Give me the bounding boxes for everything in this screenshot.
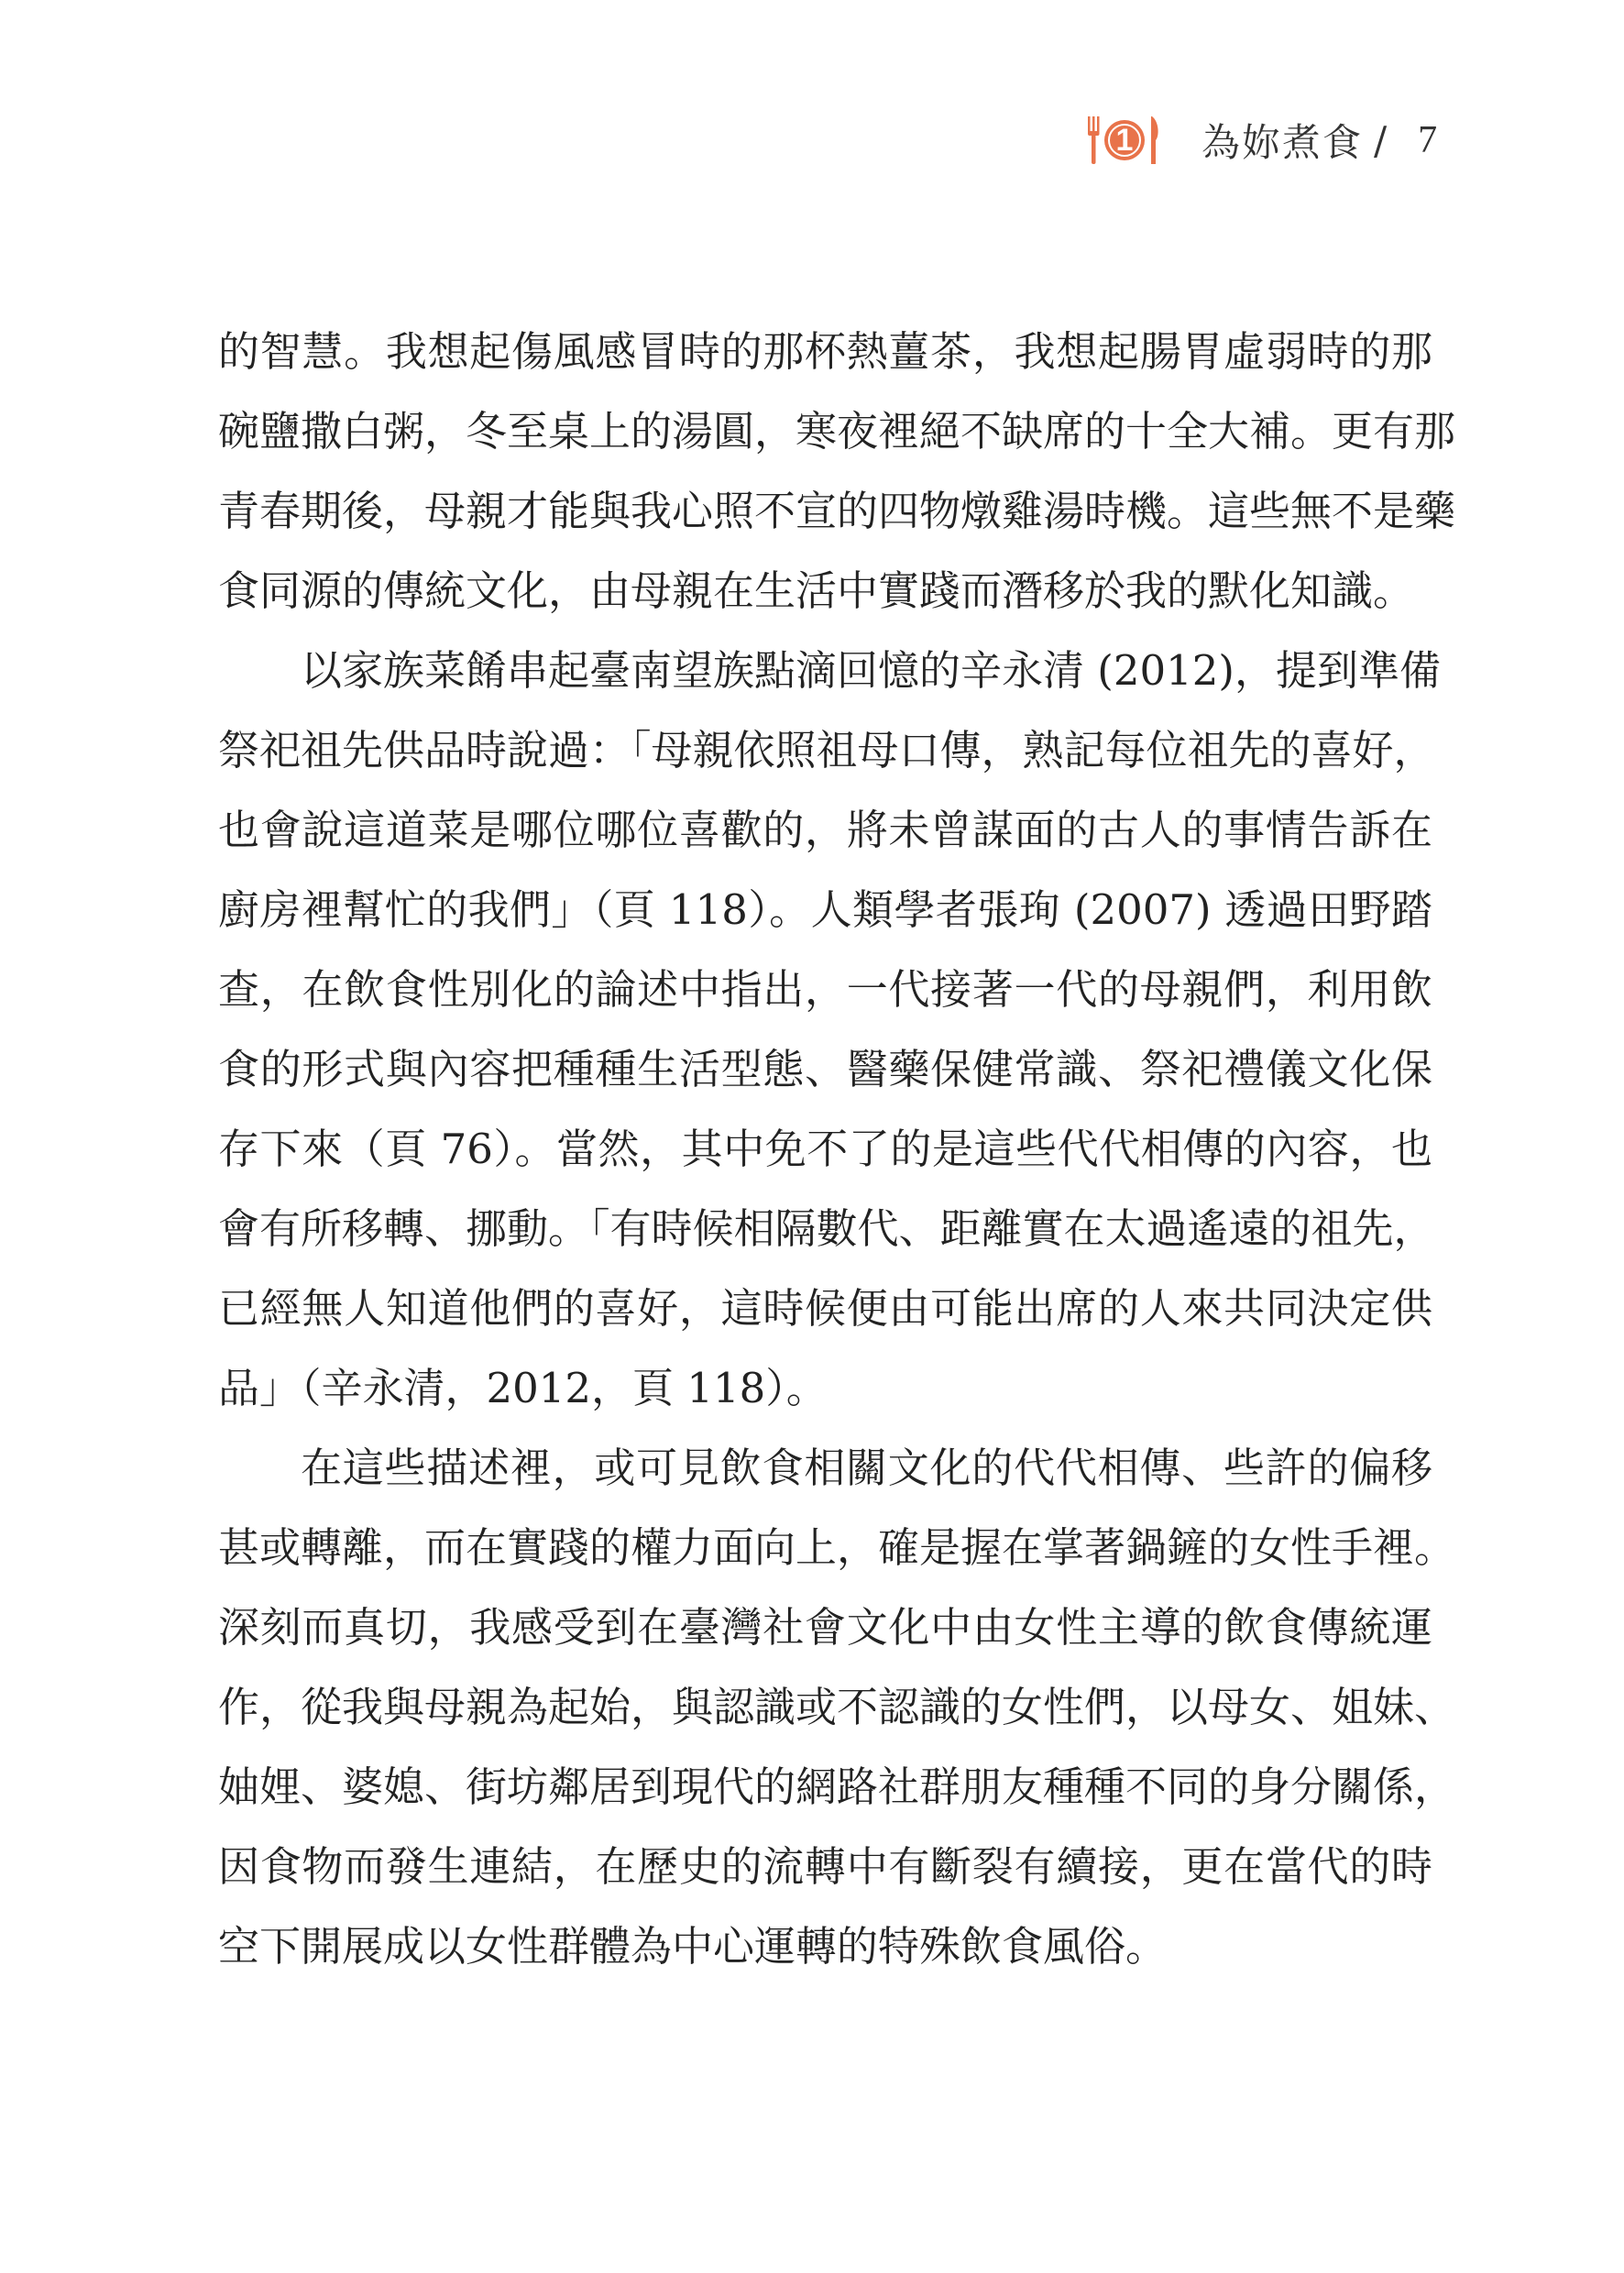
text-line: 作，從我與母親為起始，與認識或不認識的女性們，以母女、姐妹、 <box>218 1683 1456 1731</box>
text-line: 已經無人知道他們的喜好，這時候便由可能出席的人來共同決定供 <box>218 1284 1432 1333</box>
text-line: 空下開展成以女性群體為中心運轉的特殊飲食風俗。 <box>218 1922 1168 1971</box>
text-line: 查，在飲食性別化的論述中指出，一代接著一代的母親們，利用飲 <box>218 965 1432 1014</box>
text-line: 的智慧。我想起傷風感冒時的那杯熱薑茶，我想起腸胃虛弱時的那 <box>218 327 1432 376</box>
text-line: 品」（辛永清，2012，頁 118）。 <box>218 1364 828 1412</box>
text-line: 也會說這道菜是哪位哪位喜歡的，將未曾謀面的古人的事情告訴在 <box>218 806 1432 854</box>
text-line: 妯娌、婆媳、街坊鄰居到現代的網路社群朋友種種不同的身分關係， <box>218 1762 1456 1811</box>
chapter-title: 為妳煮食 <box>1202 120 1364 165</box>
chapter-number: 1 <box>1115 123 1134 158</box>
text-line: 會有所移轉、挪動。「有時候相隔數代、距離實在太過遙遠的祖先， <box>218 1204 1435 1253</box>
text-line: 在這些描述裡，或可見飲食相關文化的代代相傳、些許的偏移 <box>301 1444 1432 1492</box>
paragraph-3 <box>218 1428 1456 1986</box>
text-line: 以家族菜餚串起臺南望族點滴回憶的辛永清 (2012)，提到準備 <box>301 646 1441 695</box>
text-line: 廚房裡幫忙的我們」（頁 118）。人類學者張珣 (2007) 透過田野踏 <box>218 885 1432 934</box>
page-number: 7 <box>1418 119 1438 161</box>
chapter-badge-icon <box>1086 113 1163 168</box>
header-separator: / <box>1374 117 1388 163</box>
text-line: 食的形式與內容把種種生活型態、醫藥保健常識、祭祀禮儀文化保 <box>218 1045 1432 1093</box>
text-line: 因食物而發生連結，在歷史的流轉中有斷裂有續接，更在當代的時 <box>218 1842 1432 1891</box>
text-line: 甚或轉離，而在實踐的權力面向上，確是握在掌著鍋鏟的女性手裡。 <box>218 1523 1456 1572</box>
text-line: 食同源的傳統文化，由母親在生活中實踐而潛移於我的默化知識。 <box>218 566 1415 615</box>
paragraph-2 <box>218 631 1441 1428</box>
running-header <box>1086 108 1437 172</box>
body-text <box>218 312 1456 1986</box>
text-line: 深刻而真切，我感受到在臺灣社會文化中由女性主導的飲食傳統運 <box>218 1603 1432 1652</box>
text-line: 祭祀祖先供品時說過：「母親依照祖母口傳，熟記每位祖先的喜好， <box>218 726 1435 774</box>
text-line: 青春期後，母親才能與我心照不宣的四物燉雞湯時機。這些無不是藥 <box>218 487 1456 535</box>
paragraph-1 <box>218 312 1456 631</box>
text-line: 碗鹽撒白粥，冬至桌上的湯圓，寒夜裡絕不缺席的十全大補。更有那 <box>218 407 1456 456</box>
text-line: 存下來（頁 76）。當然，其中免不了的是這些代代相傳的內容，也 <box>218 1125 1432 1173</box>
